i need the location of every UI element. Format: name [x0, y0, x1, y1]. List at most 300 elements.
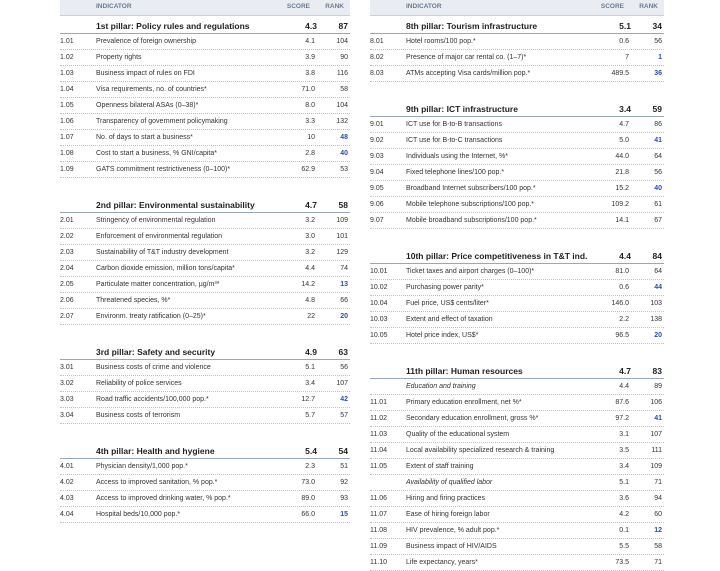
table-row: [60, 376, 350, 392]
indicator-rank: 107: [336, 380, 348, 387]
pillar-score: 3.4: [619, 104, 631, 114]
indicator-number: 11.07: [370, 511, 387, 518]
indicator-label: Cost to start a business, % GNI/capita*: [96, 150, 217, 157]
indicator-number: 2.02: [60, 233, 74, 240]
indicator-number: 1.03: [60, 70, 74, 77]
indicator-number: 1.04: [60, 86, 74, 93]
pillar-score: 4.3: [305, 21, 317, 31]
indicator-number: 10.03: [370, 316, 388, 323]
indicator-label: Enforcement of environmental regulation: [96, 233, 223, 240]
indicator-rank: 64: [654, 268, 662, 275]
table-header: [60, 0, 350, 16]
indicator-number: 9.01: [370, 121, 384, 128]
indicator-rank: 67: [654, 217, 662, 224]
indicator-label: Mobile broadband subscriptions/100 pop.*: [406, 217, 537, 224]
table-row: [370, 312, 664, 328]
table-header: [370, 0, 664, 16]
indicator-score: 10: [307, 134, 315, 141]
indicator-score: 12.7: [301, 396, 315, 403]
indicator-rank: 106: [650, 399, 662, 406]
indicator-rank: 42: [340, 396, 348, 403]
indicator-rank: 53: [340, 166, 348, 173]
table-row: [370, 491, 664, 507]
indicator-score: 96.5: [615, 332, 629, 339]
indicator-label: Fuel price, US$ cents/liter*: [406, 300, 489, 307]
indicator-number: 1.08: [60, 150, 74, 157]
indicator-rank: 138: [650, 316, 662, 323]
table-row: [60, 475, 350, 491]
indicator-label: Visa requirements, no. of countries*: [96, 86, 207, 93]
table-row: [370, 296, 664, 312]
score-header: SCORE: [600, 3, 624, 10]
table-row: [370, 280, 664, 296]
indicator-rank: 93: [340, 495, 348, 502]
indicator-rank: 58: [340, 86, 348, 93]
table-row: [370, 34, 664, 50]
table-row: [370, 213, 664, 229]
indicator-rank: 132: [336, 118, 348, 125]
indicator-label: Business costs of terrorism: [96, 412, 181, 419]
pillar-rank: 58: [338, 200, 348, 210]
indicator-rank: 101: [336, 233, 348, 240]
table-row: [60, 459, 350, 475]
indicator-rank: 20: [654, 332, 662, 339]
indicator-rank: 89: [654, 383, 662, 390]
indicator-score: 14.1: [615, 217, 629, 224]
indicator-number: 11.10: [370, 559, 387, 566]
pillar-score: 4.7: [619, 366, 631, 376]
table-row: [60, 50, 350, 66]
indicator-rank: 40: [340, 150, 348, 157]
indicator-score: 71.0: [301, 86, 315, 93]
table-row: [370, 523, 664, 539]
indicator-rank: 48: [340, 134, 348, 141]
indicator-score: 14.2: [301, 281, 315, 288]
indicator-rank: 103: [650, 300, 662, 307]
indicator-score: 62.9: [301, 166, 315, 173]
indicator-number: 1.09: [60, 166, 74, 173]
indicator-rank: 107: [650, 431, 662, 438]
indicator-score: 5.5: [619, 543, 629, 550]
table-row: [60, 392, 350, 408]
indicator-score: 97.2: [615, 415, 629, 422]
pillar-score: 5.4: [305, 446, 317, 456]
indicator-label: Access to improved drinking water, % pop.*: [96, 495, 231, 502]
indicator-label: Education and training: [406, 383, 476, 390]
table-row: [370, 411, 664, 427]
indicator-score: 87.6: [615, 399, 629, 406]
table-row: [60, 408, 350, 424]
pillar-heading: [60, 346, 350, 360]
section-gap: [370, 82, 664, 103]
indicator-score: 2.8: [305, 150, 315, 157]
pillar-rank: 84: [652, 251, 662, 261]
table-row: [370, 475, 664, 491]
indicator-number: 1.01: [60, 38, 74, 45]
indicator-number: 11.08: [370, 527, 387, 534]
indicator-label: Mobile telephone subscriptions/100 pop.*: [406, 201, 535, 208]
table-row: [370, 264, 664, 280]
indicator-label: Stringency of environmental regulation: [96, 217, 216, 224]
pillar-score: 4.7: [305, 200, 317, 210]
indicator-rank: 44: [654, 284, 662, 291]
indicator-number: 9.02: [370, 137, 384, 144]
indicator-label: Carbon dioxide emission, million tons/capita*: [96, 265, 235, 272]
indicator-score: 109.2: [611, 201, 629, 208]
indicator-rank: 41: [654, 415, 662, 422]
indicator-number: 10.02: [370, 284, 388, 291]
indicator-score: 2.2: [619, 316, 629, 323]
indicator-label: Hospital beds/10,000 pop.*: [96, 511, 181, 518]
table-row: [60, 82, 350, 98]
indicator-number: 8.03: [370, 70, 384, 77]
section-gap: [370, 344, 664, 365]
pillar-rank: 87: [338, 21, 348, 31]
indicator-score: 4.4: [305, 265, 315, 272]
indicator-rank: 111: [651, 447, 662, 454]
indicator-number: 4.03: [60, 495, 74, 502]
table-row: [370, 117, 664, 133]
pillar-title: 8th pillar: Tourism infrastructure: [406, 21, 538, 31]
indicator-rank: 1: [658, 54, 662, 61]
indicator-label: Prevalence of foreign ownership: [96, 38, 197, 45]
indicator-number: 10.05: [370, 332, 388, 339]
indicator-number: 1.05: [60, 102, 74, 109]
indicator-rank: 40: [654, 185, 662, 192]
table-row: [60, 34, 350, 50]
indicator-score: 15.2: [615, 185, 629, 192]
indicator-score: 3.9: [305, 54, 315, 61]
indicator-number: 1.06: [60, 118, 74, 125]
table-row: [370, 427, 664, 443]
indicator-rank: 109: [336, 217, 348, 224]
section-gap: [60, 325, 350, 346]
indicator-rank: 61: [654, 201, 662, 208]
indicator-score: 0.6: [619, 284, 629, 291]
table-row: [370, 181, 664, 197]
indicator-label: Primary education enrollment, net %*: [406, 399, 522, 406]
indicator-score: 3.4: [619, 463, 629, 470]
indicator-number: 8.02: [370, 54, 384, 61]
indicator-label: Hotel price index, US$*: [406, 332, 479, 339]
table-row: [370, 328, 664, 344]
indicator-label: Road traffic accidents/100,000 pop.*: [96, 396, 209, 403]
indicator-score: 3.1: [619, 431, 629, 438]
pillar-heading: [60, 20, 350, 34]
rank-header: RANK: [639, 3, 658, 10]
indicator-score: 3.2: [305, 249, 315, 256]
indicator-label: Business costs of crime and violence: [96, 364, 211, 371]
pillar-title: 11th pillar: Human resources: [406, 366, 523, 376]
indicator-score: 8.0: [305, 102, 315, 109]
table-row: [60, 98, 350, 114]
indicator-rank: 71: [654, 479, 662, 486]
indicator-score: 66.0: [301, 511, 315, 518]
indicator-rank: 58: [654, 543, 662, 550]
table-row: [60, 66, 350, 82]
indicator-score: 3.0: [305, 233, 315, 240]
indicator-score: 22: [307, 313, 315, 320]
table-row: [370, 555, 664, 571]
indicator-number: 11.06: [370, 495, 387, 502]
indicator-score: 21.8: [615, 169, 629, 176]
indicator-label: Particulate matter concentration, µg/m³*: [96, 281, 220, 288]
pillar-score: 5.1: [619, 21, 631, 31]
indicator-score: 4.2: [619, 511, 629, 518]
indicator-score: 4.1: [305, 38, 315, 45]
indicator-score: 146.0: [611, 300, 629, 307]
indicator-label: Purchasing power parity*: [406, 284, 484, 291]
table-row: [370, 165, 664, 181]
pillar-title: 1st pillar: Policy rules and regulations: [96, 21, 250, 31]
table-row: [60, 146, 350, 162]
indicator-rank: 56: [654, 38, 662, 45]
table-row: [60, 277, 350, 293]
indicator-rank: 116: [336, 70, 348, 77]
indicator-score: 3.2: [305, 217, 315, 224]
indicator-rank: 51: [340, 463, 348, 470]
indicator-score: 81.0: [615, 268, 629, 275]
indicator-number: 2.07: [60, 313, 74, 320]
indicator-rank: 57: [340, 412, 348, 419]
indicator-rank: 74: [340, 265, 348, 272]
indicator-number: 2.03: [60, 249, 74, 256]
indicator-rank: 129: [336, 249, 348, 256]
table-row: [370, 197, 664, 213]
indicator-label: Ticket taxes and airport charges (0–100)*: [406, 268, 535, 275]
indicator-score: 5.0: [619, 137, 629, 144]
indicator-label: HIV prevalence, % adult pop.*: [406, 527, 500, 534]
pillar-title: 10th pillar: Price competitiveness in T&T ind.: [406, 251, 588, 261]
table-row: [60, 293, 350, 309]
pillar-title: 3rd pillar: Safety and security: [96, 347, 216, 357]
indicator-number: 11.01: [370, 399, 387, 406]
score-header: SCORE: [286, 3, 310, 10]
indicator-label: Business impact of rules on FDI: [96, 70, 195, 77]
left-column: [60, 0, 350, 523]
indicator-label: GATS commitment restrictiveness (0–100)*: [96, 166, 231, 173]
indicator-label: Physician density/1,000 pop.*: [96, 463, 188, 470]
table-row: [60, 261, 350, 277]
indicator-number: 9.04: [370, 169, 384, 176]
indicator-score: 3.4: [305, 380, 315, 387]
indicator-rank: 36: [654, 70, 662, 77]
indicator-score: 7: [625, 54, 629, 61]
indicator-score: 3.3: [305, 118, 315, 125]
table-row: [370, 149, 664, 165]
indicator-score: 2.3: [305, 463, 315, 470]
indicator-header: INDICATOR: [96, 3, 132, 10]
indicator-score: 5.1: [305, 364, 315, 371]
section-gap: [370, 229, 664, 250]
indicator-number: 10.01: [370, 268, 388, 275]
indicator-number: 2.05: [60, 281, 74, 288]
indicator-label: Life expectancy, years*: [406, 559, 478, 566]
indicator-score: 5.1: [619, 479, 629, 486]
indicator-score: 3.5: [619, 447, 629, 454]
pillar-rank: 34: [652, 21, 662, 31]
rank-header: RANK: [325, 3, 344, 10]
indicator-label: Quality of the educational system: [406, 431, 510, 438]
table-row: [370, 507, 664, 523]
indicator-rank: 92: [340, 479, 348, 486]
indicator-rank: 94: [654, 495, 662, 502]
indicator-rank: 56: [340, 364, 348, 371]
pillar-title: 4th pillar: Health and hygiene: [96, 446, 215, 456]
table-row: [60, 507, 350, 523]
indicator-label: Presence of major car rental co. (1–7)*: [406, 54, 527, 61]
pillar-heading: [370, 20, 664, 34]
indicator-number: 9.06: [370, 201, 384, 208]
indicator-number: 2.04: [60, 265, 74, 272]
indicator-label: Property rights: [96, 54, 142, 61]
table-row: [60, 360, 350, 376]
pillar-score: 4.9: [305, 347, 317, 357]
indicator-label: Transparency of government policymaking: [96, 118, 228, 125]
indicator-label: Business impact of HIV/AIDS: [406, 543, 497, 550]
table-row: [60, 229, 350, 245]
pillar-heading: [370, 103, 664, 117]
table-row: [370, 379, 664, 395]
indicator-label: ATMs accepting Visa cards/million pop.*: [406, 70, 531, 77]
indicator-rank: 86: [654, 121, 662, 128]
indicator-number: 9.05: [370, 185, 384, 192]
indicator-label: Extent of staff training: [406, 463, 474, 470]
indicator-number: 11.02: [370, 415, 387, 422]
table-row: [370, 66, 664, 82]
indicator-number: 11.03: [370, 431, 387, 438]
indicator-score: 0.6: [619, 38, 629, 45]
indicator-number: 1.02: [60, 54, 74, 61]
indicator-score: 44.0: [615, 153, 629, 160]
indicator-number: 4.04: [60, 511, 74, 518]
indicator-label: No. of days to start a business*: [96, 134, 193, 141]
indicator-score: 4.4: [619, 383, 629, 390]
indicator-rank: 15: [340, 511, 348, 518]
table-row: [60, 491, 350, 507]
table-row: [60, 114, 350, 130]
pillar-heading: [370, 365, 664, 379]
pillar-score: 4.4: [619, 251, 631, 261]
indicator-score: 489.5: [611, 70, 629, 77]
indicator-number: 3.01: [60, 364, 74, 371]
table-row: [370, 133, 664, 149]
indicator-label: Sustainability of T&T industry development: [96, 249, 229, 256]
indicator-label: Availability of qualified labor: [406, 479, 493, 486]
indicator-label: Access to improved sanitation, % pop.*: [96, 479, 218, 486]
indicator-label: Extent and effect of taxation: [406, 316, 493, 323]
indicator-label: Individuals using the Internet, %*: [406, 153, 508, 160]
right-table-body: [370, 16, 664, 571]
section-gap: [60, 424, 350, 445]
table-row: [60, 162, 350, 178]
right-column: [370, 0, 664, 571]
pillar-heading: [370, 250, 664, 264]
indicator-rank: 56: [654, 169, 662, 176]
indicator-label: Reliability of police services: [96, 380, 182, 387]
pillar-heading: [60, 199, 350, 213]
indicator-number: 8.01: [370, 38, 384, 45]
indicator-number: 4.02: [60, 479, 74, 486]
table-row: [60, 130, 350, 146]
indicator-label: Hiring and firing practices: [406, 495, 485, 502]
indicator-rank: 20: [340, 313, 348, 320]
indicator-rank: 60: [654, 511, 662, 518]
indicator-number: 3.02: [60, 380, 74, 387]
indicator-score: 3.8: [305, 70, 315, 77]
table-row: [370, 539, 664, 555]
indicator-label: Local availability specialized research & training: [406, 447, 555, 454]
indicator-number: 9.07: [370, 217, 384, 224]
indicator-number: 2.06: [60, 297, 74, 304]
indicator-rank: 71: [654, 559, 662, 566]
indicator-label: Threatened species, %*: [96, 297, 171, 304]
pillar-rank: 54: [338, 446, 348, 456]
indicator-score: 5.7: [305, 412, 315, 419]
table-row: [60, 309, 350, 325]
indicator-score: 4.8: [305, 297, 315, 304]
indicator-score: 4.7: [619, 121, 629, 128]
table-row: [370, 50, 664, 66]
left-table-body: [60, 16, 350, 523]
indicator-rank: 104: [336, 38, 348, 45]
indicator-number: 3.04: [60, 412, 74, 419]
indicator-label: Openness bilateral ASAs (0–38)*: [96, 102, 199, 109]
indicator-label: Ease of hiring foreign labor: [406, 511, 490, 518]
indicator-rank: 13: [340, 281, 348, 288]
indicator-rank: 41: [654, 137, 662, 144]
pillar-title: 9th pillar: ICT infrastructure: [406, 104, 518, 114]
indicator-score: 73.5: [615, 559, 629, 566]
table-row: [60, 245, 350, 261]
indicator-number: 11.05: [370, 463, 387, 470]
indicator-rank: 64: [654, 153, 662, 160]
indicator-number: 4.01: [60, 463, 74, 470]
indicator-rank: 109: [650, 463, 662, 470]
indicator-label: Secondary education enrollment, gross %*: [406, 415, 539, 422]
indicator-score: 73.0: [301, 479, 315, 486]
indicator-score: 3.6: [619, 495, 629, 502]
indicator-rank: 90: [340, 54, 348, 61]
indicator-number: 2.01: [60, 217, 74, 224]
section-gap: [60, 178, 350, 199]
indicator-number: 11.09: [370, 543, 387, 550]
indicator-label: ICT use for B-to-B transactions: [406, 121, 502, 128]
pillar-rank: 83: [652, 366, 662, 376]
indicator-label: Environm. treaty ratification (0–25)*: [96, 313, 206, 320]
indicator-number: 10.04: [370, 300, 388, 307]
indicator-label: Broadband Internet subscribers/100 pop.*: [406, 185, 536, 192]
indicator-number: 11.04: [370, 447, 387, 454]
pillar-title: 2nd pillar: Environmental sustainability: [96, 200, 255, 210]
indicator-rank: 12: [654, 527, 662, 534]
indicator-score: 0.1: [619, 527, 629, 534]
pillar-heading: [60, 445, 350, 459]
pillar-rank: 59: [652, 104, 662, 114]
table-row: [370, 459, 664, 475]
indicator-rank: 66: [340, 297, 348, 304]
indicator-number: 3.03: [60, 396, 74, 403]
table-row: [60, 213, 350, 229]
indicator-number: 9.03: [370, 153, 384, 160]
indicator-label: Hotel rooms/100 pop.*: [406, 38, 476, 45]
indicator-rank: 104: [336, 102, 348, 109]
pillar-rank: 63: [338, 347, 348, 357]
indicator-score: 89.0: [301, 495, 315, 502]
table-row: [370, 443, 664, 459]
indicator-number: 1.07: [60, 134, 74, 141]
table-row: [370, 395, 664, 411]
